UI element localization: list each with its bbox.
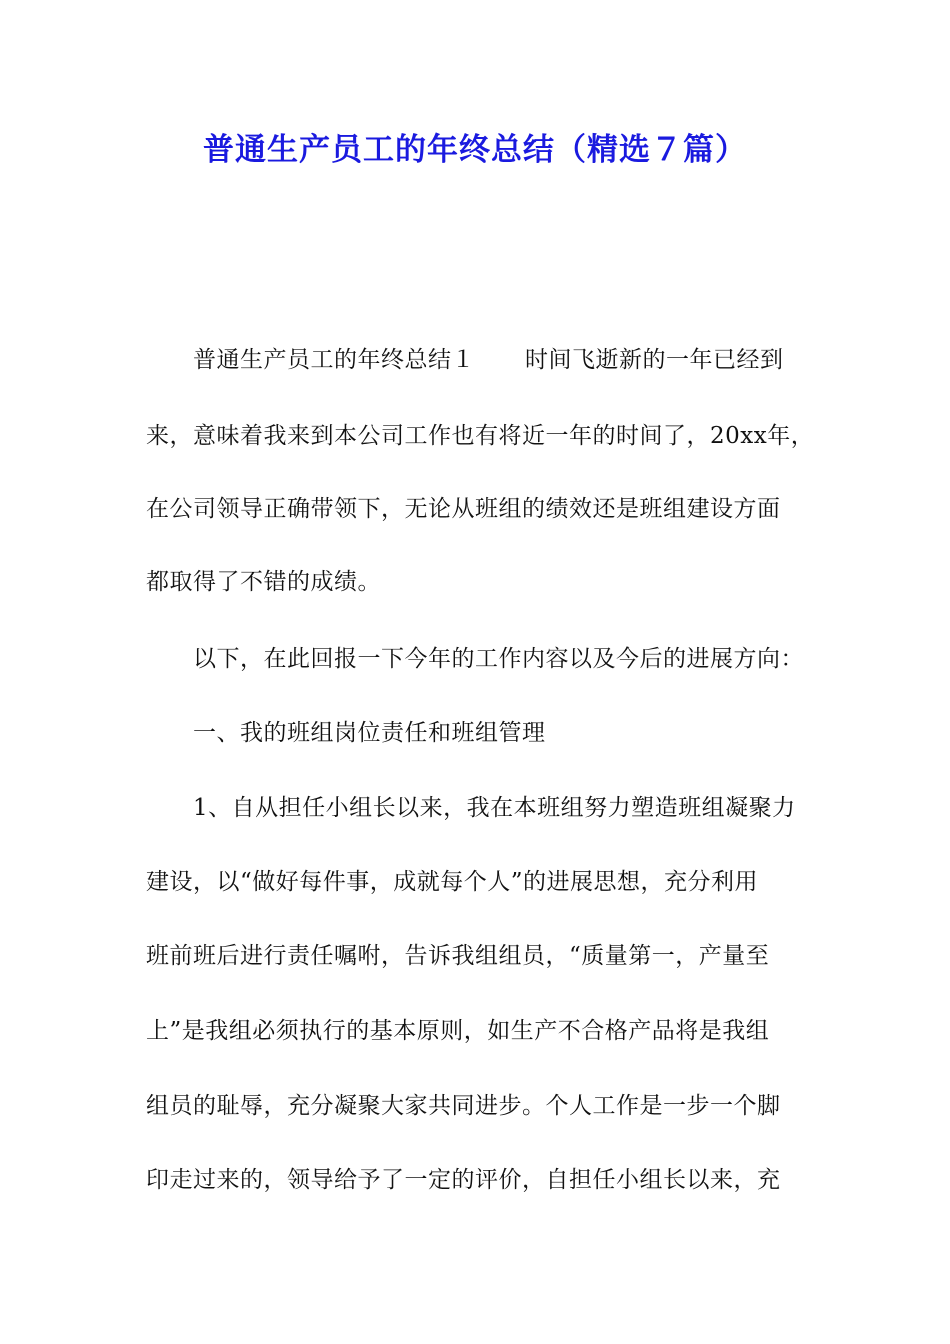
paragraph-line: 建设，以“做好每件事，成就每个人”的进展思想，充分利用 <box>146 869 759 895</box>
paragraph-line: 印走过来的，领导给予了一定的评价，自担任小组长以来，充 <box>146 1167 781 1193</box>
paragraph-line: 1、自从担任小组长以来，我在本班组努力塑造班组凝聚力 <box>193 795 796 821</box>
paragraph-line: 来，意味着我来到本公司工作也有将近一年的时间了，20xx年， <box>146 423 815 449</box>
document-title: 普通生产员工的年终总结（精选７篇） <box>203 132 747 168</box>
paragraph-line: 班前班后进行责任嘱咐，告诉我组组员，“质量第一，产量至 <box>146 943 770 969</box>
paragraph-line: 都取得了不错的成绩。 <box>146 569 381 595</box>
paragraph-line: 以下，在此回报一下今年的工作内容以及今后的进展方向： <box>193 646 804 672</box>
section-heading: 一、我的班组岗位责任和班组管理 <box>193 720 546 746</box>
paragraph-line: 在公司领导正确带领下，无论从班组的绩效还是班组建设方面 <box>146 496 781 522</box>
paragraph-line <box>193 345 863 375</box>
section-heading: 普通生产员工的年终总结１ <box>193 347 475 373</box>
paragraph-line: 上”是我组必须执行的基本原则，如生产不合格产品将是我组 <box>146 1018 770 1044</box>
paragraph-text: 时间飞逝新的一年已经到 <box>525 347 784 373</box>
paragraph-line: 组员的耻辱，充分凝聚大家共同进步。个人工作是一步一个脚 <box>146 1093 781 1119</box>
